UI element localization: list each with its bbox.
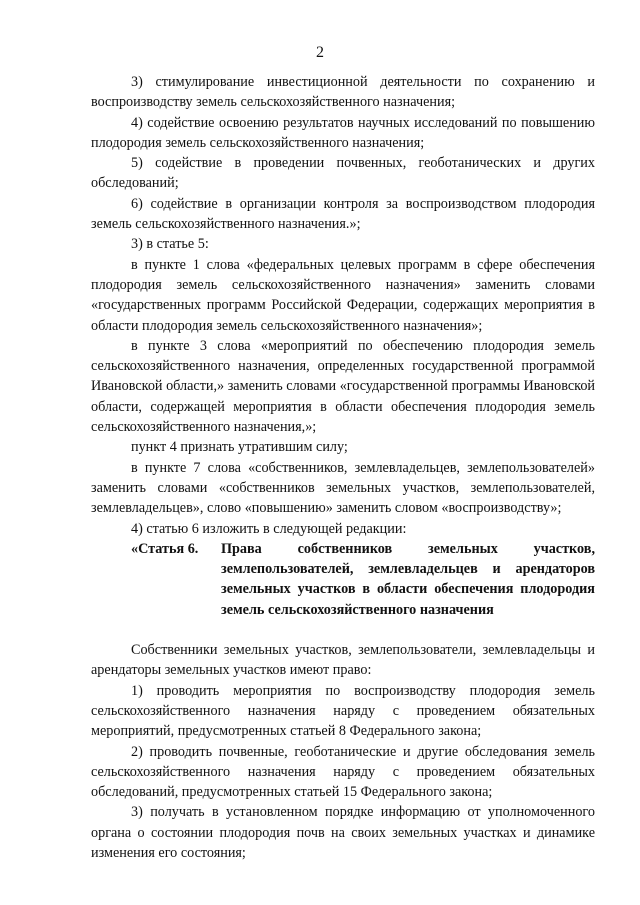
paragraph: в пункте 7 слова «собственников, землевладельцев, землепользователей» заменить словами «собственников земельных участков, землепользователей, землевладельцев», слово «повышению» заменить словом «воспроизводству»; bbox=[91, 459, 595, 517]
paragraph: 4) статью 6 изложить в следующей редакции: bbox=[131, 520, 407, 537]
page-number: 2 bbox=[316, 44, 324, 61]
paragraph: 6) содействие в организации контроля за воспроизводством плодородия земель сельскохозяйственного назначения.»; bbox=[91, 195, 595, 233]
paragraph: 3) в статье 5: bbox=[131, 236, 209, 253]
paragraph: 3) стимулирование инвестиционной деятельности по сохранению и воспроизводству земель сельскохозяйственного назначения; bbox=[91, 74, 595, 111]
article-title: Права собственников земельных участков, землепользователей, землевладельцев и арендаторов земельных участков в области обеспечения плодородия земель сельскохозяйственного назначения bbox=[221, 540, 595, 618]
paragraph: в пункте 1 слова «федеральных целевых программ в сфере обеспечения плодородия земель сельскохозяйственного назначения» заменить словами «государственных программ Российской Федерации, содержащих мероприятия в области плодородия земель сельскохозяйственного назначения»; bbox=[91, 256, 595, 334]
paragraph: 5) содействие в проведении почвенных, геоботанических и других обследований; bbox=[91, 155, 595, 192]
paragraph: 3) получать в установленном порядке информацию от уполномоченного органа о состоянии плодородия почв на своих земельных участках и динамике изменения его состояния; bbox=[91, 804, 595, 861]
paragraph: в пункте 3 слова «мероприятий по обеспечению плодородия земель сельскохозяйственного назначения, определенных государственной программой Ивановской области,» заменить словами «государственной программы Ивановской области, содержащей мероприятия в области обеспечения плодородия земель сельскохозяйственного назначения,»; bbox=[91, 337, 595, 436]
document-body bbox=[91, 72, 595, 863]
article-label: «Статья 6. bbox=[131, 540, 199, 557]
paragraph: Собственники земельных участков, землепользователи, землевладельцы и арендаторы земельных участков имеют право: bbox=[91, 642, 595, 679]
paragraph: 1) проводить мероприятия по воспроизводству плодородия земель сельскохозяйственного назначения наряду с проведением обязательных мероприятий, предусмотренных статьей 8 Федерального закона; bbox=[91, 682, 595, 740]
article-heading bbox=[91, 539, 595, 620]
paragraph: 2) проводить почвенные, геоботанические и другие обследования земель сельскохозяйственного назначения наряду с проведением обязательных обследований, предусмотренных статьей 15 Федерального закона; bbox=[91, 743, 595, 801]
spacer bbox=[91, 620, 595, 640]
paragraph: пункт 4 признать утратившим силу; bbox=[131, 439, 348, 456]
paragraph: 4) содействие освоению результатов научных исследований по повышению плодородия земель сельскохозяйственного назначения; bbox=[91, 114, 595, 151]
